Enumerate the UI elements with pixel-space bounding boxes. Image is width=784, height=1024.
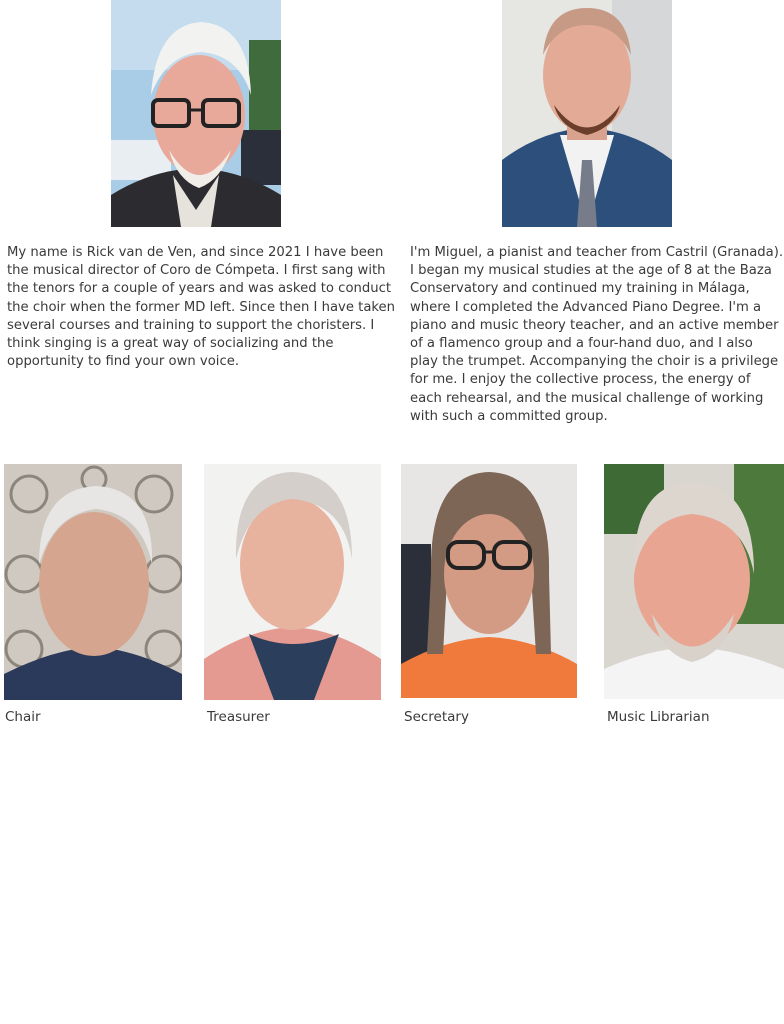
treasurer-caption: Treasurer xyxy=(207,709,270,725)
chair-caption: Chair xyxy=(5,709,41,725)
treasurer-photo xyxy=(204,464,381,700)
secretary-caption: Secretary xyxy=(404,709,469,725)
musical-director-bio: My name is Rick van de Ven, and since 2021 I have been the musical director of Coro de Cómpeta. I first sang with the tenors for a couple of years and was asked to conduct the choir when the former MD left. Since then I have taken several courses and training to support the choristers. I think singing is a great way of socializing and the opportunity to find your own voice. xyxy=(7,245,396,370)
music-librarian-photo xyxy=(604,464,784,699)
pianist-bio: I'm Miguel, a pianist and teacher from Castril (Granada). I began my musical studies at the age of 8 at the Baza Conservatory and continued my training in Málaga, where I completed the Advanced Piano Degree. I'm a piano and music theory teacher, and an active member of a flamenco group and a four-hand duo, and I also play the trumpet. Accompanying the choir is a privilege for me. I enjoy the collective process, the energy of each rehearsal, and the musical challenge of working with such a committed group. xyxy=(410,245,784,424)
pianist-photo xyxy=(502,0,672,227)
chair-photo xyxy=(4,464,182,700)
secretary-photo xyxy=(401,464,577,698)
musical-director-photo xyxy=(111,0,281,227)
music-librarian-caption: Music Librarian xyxy=(607,709,710,725)
